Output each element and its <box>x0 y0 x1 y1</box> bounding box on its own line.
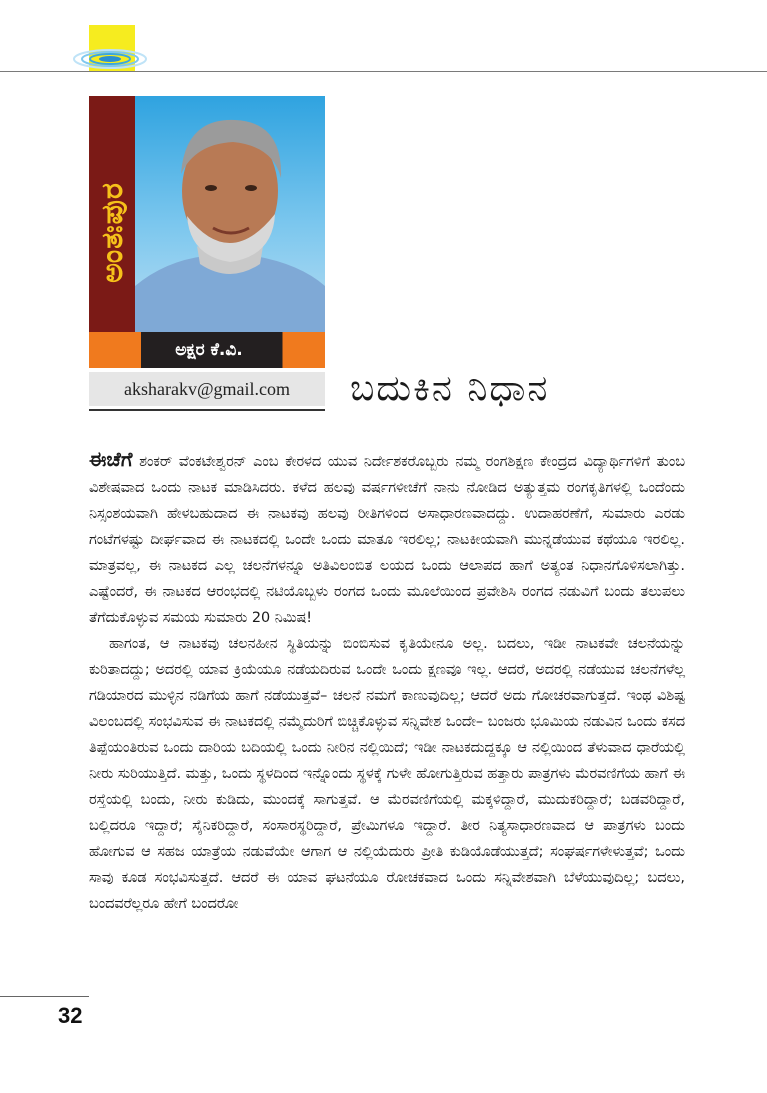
header-rule <box>0 71 767 72</box>
article-headline: ಬದುಕಿನ ನಿಧಾನ <box>350 368 550 409</box>
article-body <box>89 446 685 917</box>
logo-rings-icon <box>72 48 152 70</box>
paragraph-1 <box>89 446 685 631</box>
email-underline <box>89 409 325 411</box>
author-email[interactable]: aksharakv@gmail.com <box>123 378 291 399</box>
paragraph-2: ಹಾಗಂತ, ಆ ನಾಟಕವು ಚಲನಹೀನ ಸ್ಥಿತಿಯನ್ನು ಬಿಂಬಿಸುವ ಕೃತಿಯೇನೂ ಅಲ್ಲ. ಬದಲು, ಇಡೀ ನಾಟಕವೇ ಚಲನೆಯನ್ನು ಕುರಿತಾದದ್ದು; ಅದರಲ್ಲಿ ಯಾವ ಕ್ರಿಯೆಯೂ ನಡೆಯದಿರುವ ಒಂದೇ ಒಂದು ಕ್ಷಣವೂ ಇಲ್ಲ. ಆದರೆ, ಅದರಲ್ಲಿ ನಡೆಯುವ ಚಲನೆಗಳೆಲ್ಲ ಗಡಿಯಾರದ ಮುಳ್ಳಿನ ನಡಿಗೆಯ ಹಾಗೆ ನಡೆಯುತ್ತವೆ– ಚಲನೆ ನಮಗೆ ಕಾಣುವುದಿಲ್ಲ; ಆದರೆ ಅದು ಗೋಚರವಾಗುತ್ತದೆ. ಇಂಥ ವಿಶಿಷ್ಟ ವಿಲಂಬದಲ್ಲಿ ಸಂಭವಿಸುವ ಈ ನಾಟಕದಲ್ಲಿ ನಮ್ಮೆದುರಿಗೆ ಬಿಚ್ಚಿಕೊಳ್ಳುವ ಸನ್ನಿವೇಶ ಒಂದೇ– ಬಂಜರು ಭೂಮಿಯ ನಡುವಿನ ಒಂದು ಕಸದ ತಿಪ್ಪೆಯಂತಿರುವ ಒಂದು ದಾರಿಯ ಬದಿಯಲ್ಲಿ ಒಂದು ನೀರಿನ ನಲ್ಲಿಯಿದೆ; ಇಡೀ ನಾಟಕದುದ್ದಕ್ಕೂ ಆ ನಲ್ಲಿಯಿಂದ ತೆಳುವಾದ ಧಾರೆಯಲ್ಲಿ ನೀರು ಸುರಿಯುತ್ತಿದೆ. ಮತ್ತು, ಒಂದು ಸ್ಥಳದಿಂದ ಇನ್ನೊಂದು ಸ್ಥಳಕ್ಕೆ ಗುಳೇ ಹೋಗುತ್ತಿರುವ ಹತ್ತಾರು ಪಾತ್ರಗಳು ಮೆರವಣಿಗೆಯ ಹಾಗೆ ಈ ರಸ್ತೆಯಲ್ಲಿ ಬಂದು, ನೀರು ಕುಡಿದು, ಮುಂದಕ್ಕೆ ಸಾಗುತ್ತವೆ. ಆ ಮೆರವಣಿಗೆಯಲ್ಲಿ ಮಕ್ಕಳಿದ್ದಾರೆ, ಮುದುಕರಿದ್ದಾರೆ; ಬಡವರಿದ್ದಾರೆ, ಬಲ್ಲಿದರೂ ಇದ್ದಾರೆ; ಸೈನಿಕರಿದ್ದಾರೆ, ಸಂಸಾರಸ್ಥರಿದ್ದಾರೆ, ಪ್ರೇಮಿಗಳೂ ಇದ್ದಾರೆ. ತೀರ ನಿತ್ಯಸಾಧಾರಣವಾದ ಆ ಪಾತ್ರಗಳು ಬಂದು ಹೋಗುವ ಆ ಸಹಜ ಯಾತ್ರೆಯ ನಡುವೆಯೇ ಆಗಾಗ ಆ ನಲ್ಲಿಯೆದುರು ಪ್ರೀತಿ ಕುಡಿಯೊಡೆಯುತ್ತದೆ; ಸಂಘರ್ಷಗಳೇಳುತ್ತವೆ; ಒಂದು ಸಾವು ಕೂಡ ಸಂಭವಿಸುತ್ತದೆ. ಆದರೆ ಈ ಯಾವ ಘಟನೆಯೂ ರೋಚಕವಾದ ಒಂದು ಸನ್ನಿವೇಶವಾಗಿ ಬೆಳೆಯುವುದಿಲ್ಲ; ಬದಲು, ಬಂದವರೆಲ್ಲರೂ ಹೇಗೆ ಬಂದರೋ <box>89 636 685 912</box>
paragraph-1-text: ಶಂಕರ್ ವೆಂಕಟೇಶ್ವರನ್ ಎಂಬ ಕೇರಳದ ಯುವ ನಿರ್ದೇಶಕರೊಬ್ಬರು ನಮ್ಮ ರಂಗಶಿಕ್ಷಣ ಕೇಂದ್ರದ ವಿದ್ಯಾರ್ಥಿಗಳಿಗೆ ತುಂಬ ವಿಶೇಷವಾದ ಒಂದು ನಾಟಕ ಮಾಡಿಸಿದರು. ಕಳೆದ ಹಲವು ವರ್ಷಗಳೀಚೆಗೆ ನಾನು ನೋಡಿದ ಅತ್ಯುತ್ತಮ ರಂಗಕೃತಿಗಳಲ್ಲಿ ಒಂದೆಂದು ನಿಸ್ಸಂಶಯವಾಗಿ ಹೇಳಬಹುದಾದ ಈ ನಾಟಕವು ಹಲವು ರೀತಿಗಳಿಂದ ಅಸಾಧಾರಣವಾದದ್ದು. ಉದಾಹರಣೆಗೆ, ಸುಮಾರು ಎರಡು ಗಂಟೆಗಳಷ್ಟು ದೀರ್ಘವಾದ ಈ ನಾಟಕದಲ್ಲಿ ಒಂದೇ ಒಂದು ಮಾತೂ ಇರಲಿಲ್ಲ; ನಾಟಕೀಯವಾಗಿ ಮುನ್ನಡೆಯುವ ಕಥೆಯೂ ಇರಲಿಲ್ಲ. ಮಾತ್ರವಲ್ಲ, ಈ ನಾಟಕದ ಎಲ್ಲ ಚಲನೆಗಳನ್ನೂ ಅತಿವಿಲಂಬಿತ ಲಯದ ಒಂದು ಆಲಾಪದ ಹಾಗೆ ಅತ್ಯಂತ ನಿಧಾನಗೊಳಿಸಲಾಗಿತ್ತು. ಎಷ್ಟೆಂದರೆ, ಈ ನಾಟಕದ ಆರಂಭದಲ್ಲಿ ನಟಿಯೊಬ್ಬಳು ರಂಗದ ಒಂದು ಮೂಲೆಯಿಂದ ಪ್ರವೇಶಿಸಿ ರಂಗದ ನಡುವಿಗೆ ಬಂದು ತಲುಪಲು ತೆಗೆದುಕೊಳ್ಳುವ ಸಮಯ ಸುಮಾರು 20 ನಿಮಿಷ! <box>89 454 685 626</box>
footer-rule <box>0 996 89 997</box>
author-portrait-icon <box>135 96 325 332</box>
author-email-box <box>89 372 325 406</box>
column-title <box>89 96 135 368</box>
page-number: 32 <box>58 1003 83 1028</box>
author-name: ಅಕ್ಷರ ಕೆ.ವಿ. <box>175 340 243 360</box>
column-title-text: ಅಂತಃಪುರ <box>94 181 130 283</box>
lead-word: ಈಚೆಗೆ <box>89 447 133 471</box>
author-photo <box>135 96 325 332</box>
